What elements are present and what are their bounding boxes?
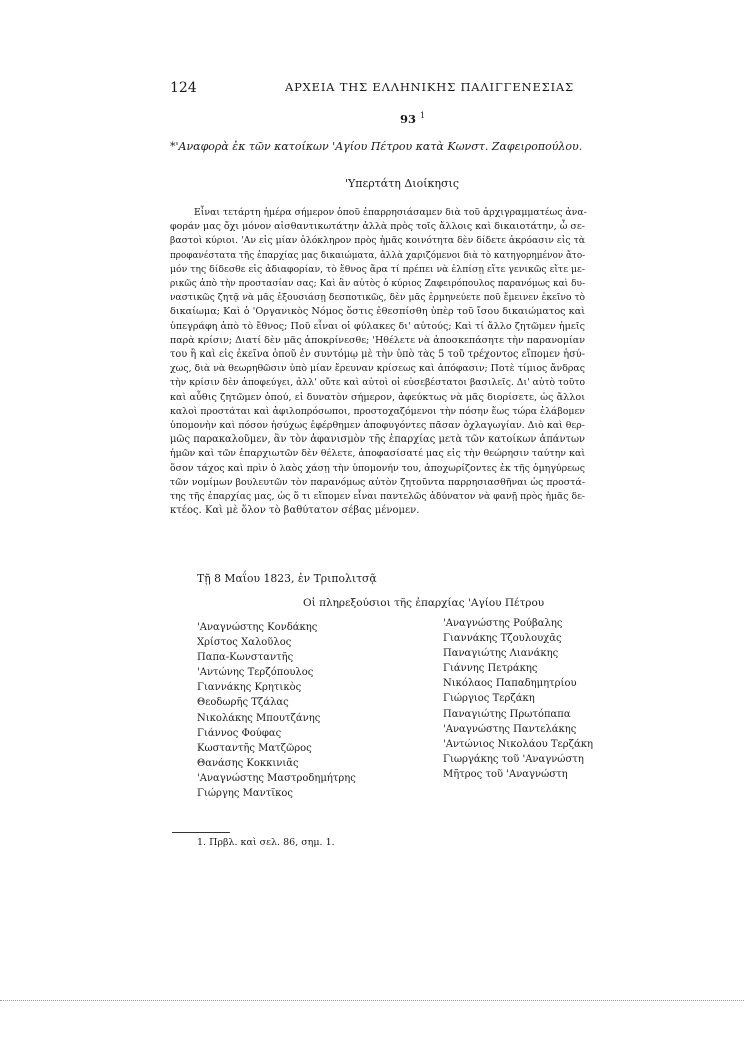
document-number <box>400 111 425 126</box>
signers-heading: Οἱ πληρεξούσιοι τῆς ἐπαρχίας 'Αγίου Πέτρου <box>303 597 545 609</box>
body-line: Εἶναι τετάρτη ἡμέρα σήμερον ὁποῦ ἐπαρρησιάσαμεν διὰ τοῦ ἀρχιγραμματέως ἀνα- <box>194 207 587 218</box>
running-head: ΑΡΧΕΙΑ ΤΗΣ ΕΛΛΗΝΙΚΗΣ ΠΑΛΙΓΓΕΝΕΣΙΑΣ <box>285 80 574 94</box>
document-title: *'Αναφορὰ ἐκ τῶν κατοίκων 'Αγίου Πέτρου κατὰ Κωνστ. Ζαφειροπούλου. <box>170 140 583 153</box>
body-line: προφανέστατα τῆς ἐπαρχίας μας δικαιώματα, ἀλλὰ χαριζόμενοι διὰ τὸ κατηγορημένον ἄτο- <box>170 250 586 261</box>
signer-name: Γιώργιος Τερζάκη <box>443 693 535 705</box>
body-line: χως, διὰ νὰ θεωρηθῶσιν ὑπὸ μίαν ἔρευναν κρίσεως καὶ ἀπόφασιν; Ποτὲ τίμιος ἄνδρας <box>170 363 585 375</box>
body-line: καλοὶ προστάται καὶ ἀφιλοπρόσωποι, προστοχαζόμενοι τὴν πόσην ἕως τώρα ἐλάβομεν <box>170 405 585 417</box>
signer-name: 'Αναγνώστης Ρούβαλης <box>443 618 563 629</box>
body-line: τῶν νομίμων βουλευτῶν τὸν παρανόμως αὐτὸν ζητοῦντα παρρησιασθῆναι ὡς προστά- <box>170 476 585 488</box>
signer-name: Γιαννάκης Κρητικὸς <box>197 682 302 694</box>
body-line: ὑπεγράφη ἀπὸ τὸ ἔθνος; Ποῦ εἶναι οἱ φύλακες δι' αὐτούς; Καὶ τί ἄλλο ζητῶμεν ἡμεῖς <box>170 320 585 332</box>
signer-name: Χρίστος Χαλοῦλος <box>197 637 292 649</box>
signer-name: Γιαννάκης Τζουλουχᾶς <box>443 633 562 645</box>
signer-name: Θανάσης Κοκκινιᾶς <box>197 757 299 769</box>
signer-name: Παναγιώτης Πρωτόπαπα <box>443 708 571 720</box>
document-number-value: 93 <box>400 111 417 126</box>
body-line: μόν της δίδεσθε εἰς ἀδιαφορίαν, τὸ ἔθνος ἄρα τί πρέπει νὰ ἐλπίσῃ εἴτε γενικῶς εἴτε με- <box>170 263 585 275</box>
signer-name: Θεοδωρῆς Τζάλας <box>197 697 289 709</box>
body-line: ναστικῶς ζητᾷ νὰ μᾶς ἐξουσιάσῃ δεσποτικῶς, δὲν μᾶς ἑρμηνεύετε ποῦ ἔμεινεν ἐκεῖνο τὸ <box>170 293 585 304</box>
body-line: δικαίωμα; Καὶ ὁ 'Οργανικὸς Νόμος ὅστις ἐθεσπίσθη ὑπὲρ τοῦ ἴσου δικαιώματος καὶ <box>170 306 586 318</box>
body-line: του ἢ καὶ εἰς ἐκεῖνα ὁποῦ ἐν συντόμῳ μὲ τὴν ὑπὸ τὰς 5 τοῦ τρέχοντος εἴπομεν ἡσύ- <box>170 349 585 361</box>
footnote: 1. Πρβλ. καὶ σελ. 86, σημ. 1. <box>197 837 335 848</box>
signer-name: 'Αναγνώστης Παντελάκης <box>443 723 577 735</box>
body-line: κτέος. Καὶ μὲ ὅλον τὸ βαθύτατον σέβας μένομεν. <box>170 505 420 517</box>
body-line: ρικῶς ἀπὸ τὴν προστασίαν σας; Καὶ ἂν αὐτὸς ὁ κύριος Ζαφειρόπουλος παρανόμως καὶ δυ- <box>170 279 585 290</box>
signer-name: Μῆτρος τοῦ 'Αναγνώστη <box>443 768 568 780</box>
date-line: Τῇ 8 Μαΐου 1823, ἐν Τριπολιτσᾷ <box>197 572 377 585</box>
signers-left-column <box>197 620 356 801</box>
page-number: 124 <box>170 80 197 96</box>
signer-name: 'Αναγνώστης Μαστροδημήτρης <box>197 772 356 784</box>
signer-name: 'Αναγνώστης Κονδάκης <box>197 622 318 633</box>
body-line: ὅσον τάχος καὶ πρὶν ὁ λαὸς χάσῃ τὴν ὑπομονήν του, ἀποχωρίζοντες ἐκ τῆς ὁμηγύρεως <box>170 462 585 474</box>
signers-right-column <box>443 616 593 782</box>
footnote-divider <box>172 832 230 833</box>
signer-name: Παναγιώτης Λιανάκης <box>443 648 559 660</box>
body-line: της τῆς ἐπαρχίας μας, ὡς ὅ τι εἴπομεν εἶναι παντελῶς ἀδύνατον νὰ φανῇ πρὸς ἡμᾶς δε- <box>170 491 585 503</box>
signer-name: Γιάννης Πετράκης <box>443 663 538 675</box>
signer-name: Γιώργης Μαντῖκος <box>197 788 294 800</box>
signer-name: Γιωργάκης τοῦ 'Αναγνώστη <box>443 753 584 765</box>
signer-name: Νικολάκης Μπουτζάνης <box>197 712 321 724</box>
signer-name: Νικόλαος Παπαδημητρίου <box>443 678 577 690</box>
footnote-marker: 1 <box>420 111 426 120</box>
signer-name: 'Αντώνιος Νικολάου Τερζάκη <box>443 738 593 750</box>
signer-name: Κωσταντῆς Ματζῶρος <box>197 742 312 754</box>
body-line: φοράν μας ὄχι μόνον αἰσθαντικωτάτην ἀλλὰ πρὸς τοῖς ἄλλοις καὶ δικαιοτάτην, ὦ σε- <box>170 221 585 233</box>
body-text <box>170 206 585 518</box>
signer-name: Παπα-Κωνσταντῆς <box>197 652 294 664</box>
body-line: βαστοὶ κύριοι. 'Αν εἰς μίαν ὁλόκληρον πρὸς ἡμᾶς κοινότητα δὲν δίδετε ἀκρόασιν εἰς τὰ <box>170 235 585 247</box>
scan-edge-line <box>0 1000 744 1001</box>
signer-name: 'Αντώνης Τερζόπουλος <box>197 667 314 679</box>
body-line: ἡμῶν καὶ τῶν ἐπαρχιωτῶν δὲν θέλετε, ἀποφασίσατέ μας εἰς τὴν θεώρησιν ταύτην καὶ <box>170 448 586 460</box>
body-line: παρὰ κρίσιν; Διατί δὲν μᾶς ἀποκρίνεσθε; 'Ηθέλετε νὰ ἀποσκεπάσητε τὴν παρανομίαν <box>170 334 585 346</box>
body-line: καὶ αὖθις ζητῶμεν ὁπού, εἰ δυνατὸν σήμερον, ἀφεύκτως νὰ μᾶς διορίσετε, ὡς ἄλλοι <box>170 391 585 403</box>
body-line: τὴν κρίσιν δὲν ἀποφεύγει, ἀλλ' οὔτε καὶ αὐτοὶ οἱ εὐσεβέστατοι βασιλεῖς. Δι' αὐτὸ τοῦτο <box>170 377 585 389</box>
signer-name: Γιάννος Φούφας <box>197 727 282 739</box>
body-line: μῶς παρακαλοῦμεν, ἂν τὸν ἀφανισμὸν τῆς ἐπαρχίας μετὰ τῶν κατοίκων ἁπάντων <box>170 434 585 446</box>
body-line: ὑπομονὴν καὶ πόσον ἡσύχως ἐφέρθημεν ἀποφυγόντες πᾶσαν ὀχλαγωγίαν. Διὸ καὶ θερ- <box>170 420 585 432</box>
addressee: 'Υπερτάτη Διοίκησις <box>345 177 460 190</box>
